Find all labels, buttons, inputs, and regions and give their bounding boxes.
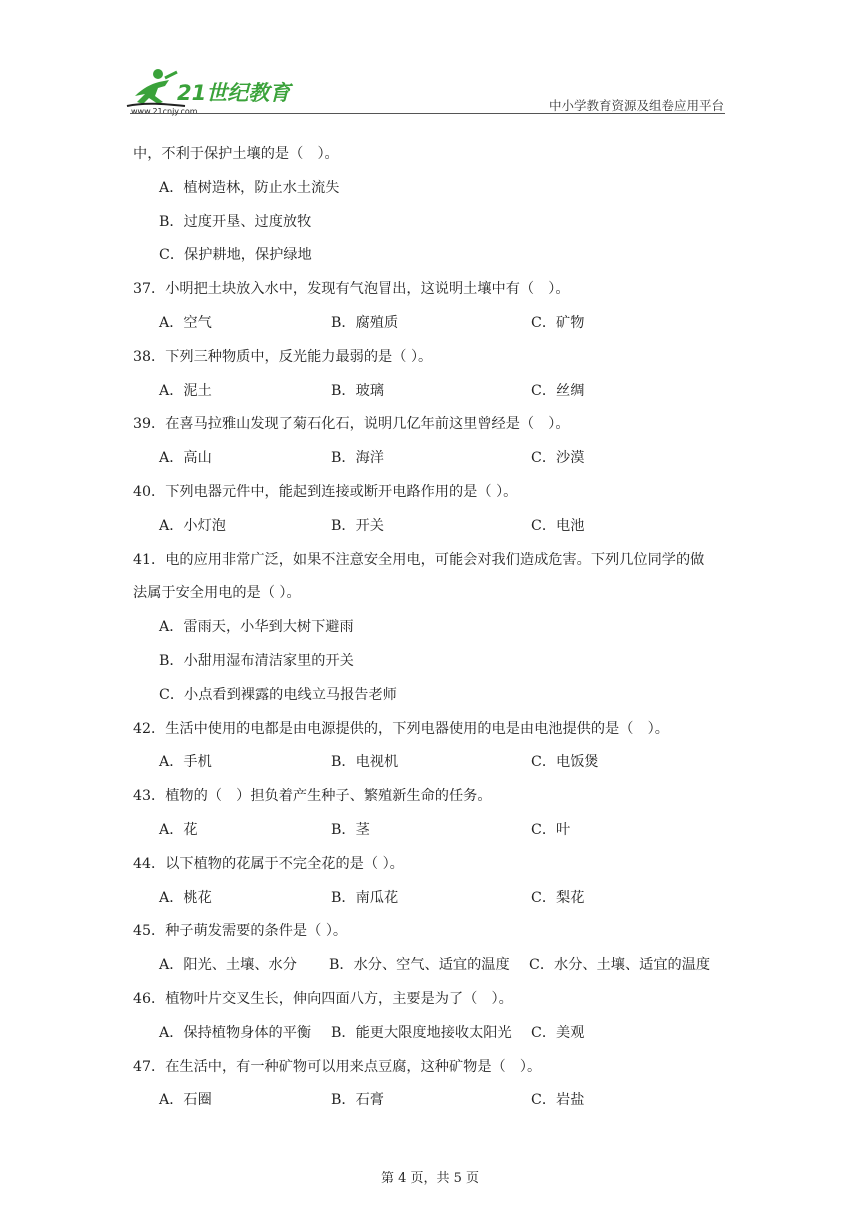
option-a: A．雷雨天，小华到大树下避雨 [159, 619, 354, 636]
options-38 [133, 380, 743, 414]
option-a: A．空气 [159, 314, 212, 331]
options-42 [133, 751, 743, 785]
question-42: 42．生活中使用的电都是由电源提供的，下列电器使用的电是由电池提供的是（ ）。 [133, 720, 669, 737]
option-b: B．过度开垦、过度放牧 [159, 213, 312, 230]
options-43 [133, 819, 743, 853]
question-38: 38．下列三种物质中，反光能力最弱的是（ ）。 [133, 348, 433, 365]
option-c: C．电饭煲 [531, 754, 599, 771]
option-a: A．植树造林，防止水土流失 [159, 179, 340, 196]
option-c: C．梨花 [531, 889, 585, 906]
option-b: B．开关 [331, 517, 384, 534]
option-a: A．泥土 [159, 382, 212, 399]
options-39 [133, 447, 743, 481]
option-a: A．阳光、土壤、水分 [159, 957, 297, 974]
option-c: C．岩盐 [531, 1092, 585, 1109]
platform-name: 中小学教育资源及组卷应用平台 [548, 98, 724, 113]
option-b: B．玻璃 [331, 382, 384, 399]
21cnjy-logo [125, 66, 295, 118]
option-c: C．水分、土壤、适宜的温度 [529, 957, 711, 974]
question-37: 37．小明把土块放入水中，发现有气泡冒出，这说明土壤中有（ ）。 [133, 281, 570, 298]
question-43: 43．植物的（ ）担负着产生种子、繁殖新生命的任务。 [133, 788, 492, 805]
option-a: A．石圈 [159, 1092, 212, 1109]
option-c: C．小点看到裸露的电线立马报告老师 [159, 686, 397, 703]
options-37 [133, 312, 743, 346]
option-c: C．保护耕地，保护绿地 [159, 247, 312, 264]
option-c: C．电池 [531, 517, 585, 534]
logo-text: 21世纪教育 [177, 81, 291, 105]
option-c: C．美观 [531, 1024, 585, 1041]
header-divider [130, 113, 725, 114]
options-45 [133, 954, 743, 988]
option-a: A．花 [159, 821, 198, 838]
option-a: A．桃花 [159, 889, 212, 906]
option-b: B．水分、空气、适宜的温度 [329, 957, 510, 974]
question-41-line2: 法属于安全用电的是（ ）。 [133, 585, 301, 602]
option-b: B．小甜用湿布清洁家里的开关 [159, 652, 354, 669]
option-c: C．丝绸 [531, 382, 585, 399]
option-b: B．能更大限度地接收太阳光 [331, 1024, 512, 1041]
option-c: C．沙漠 [531, 450, 585, 467]
option-c: C．叶 [531, 821, 571, 838]
option-c: C．矿物 [531, 314, 585, 331]
options-47 [133, 1089, 743, 1123]
option-a: A．小灯泡 [159, 517, 226, 534]
question-40: 40．下列电器元件中，能起到连接或断开电路作用的是（ ）。 [133, 483, 518, 500]
option-a: A．高山 [159, 450, 212, 467]
logo-url: www.21cnjy.com [131, 107, 198, 116]
options-40 [133, 515, 743, 549]
option-a: A．手机 [159, 754, 212, 771]
question-41-line1: 41．电的应用非常广泛，如果不注意安全用电，可能会对我们造成危害。下列几位同学的做 [133, 551, 705, 568]
option-b: B．南瓜花 [331, 889, 399, 906]
options-46 [133, 1022, 743, 1056]
question-list [133, 143, 743, 1123]
question-46: 46．植物叶片交叉生长，伸向四面八方，主要是为了（ ）。 [133, 990, 513, 1007]
question-39: 39．在喜马拉雅山发现了菊石化石，说明几亿年前这里曾经是（ ）。 [133, 416, 570, 433]
option-b: B．石膏 [331, 1092, 384, 1109]
question-continuation: 中，不利于保护土壤的是（ ）。 [133, 146, 339, 162]
option-b: B．电视机 [331, 754, 399, 771]
question-45: 45．种子萌发需要的条件是（ ）。 [133, 923, 348, 940]
page-number: 第 4 页，共 5 页 [380, 1171, 480, 1186]
page-header [0, 0, 860, 120]
question-44: 44．以下植物的花属于不完全花的是（ ）。 [133, 855, 404, 872]
options-44 [133, 887, 743, 921]
option-a: A．保持植物身体的平衡 [159, 1024, 312, 1041]
question-47: 47．在生活中，有一种矿物可以用来点豆腐，这种矿物是（ ）。 [133, 1058, 542, 1075]
option-b: B．腐殖质 [331, 314, 399, 331]
option-b: B．茎 [331, 821, 370, 838]
option-b: B．海洋 [331, 450, 384, 467]
